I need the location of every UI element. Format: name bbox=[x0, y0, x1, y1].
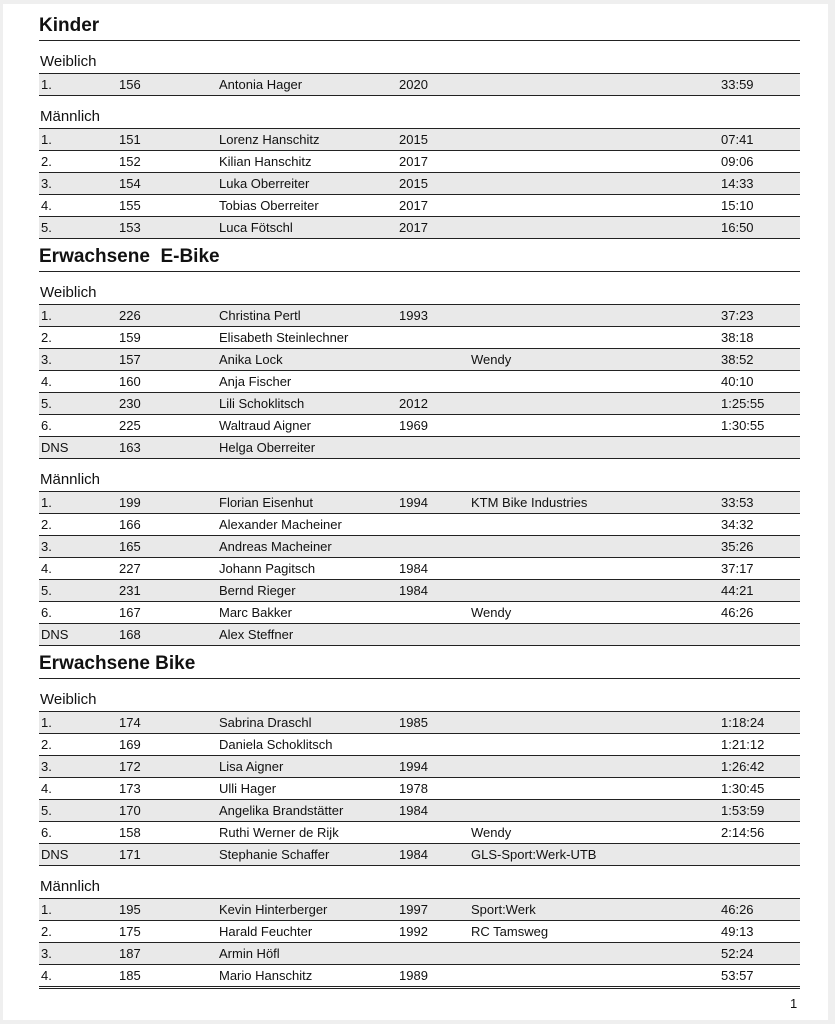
group-label: Weiblich bbox=[40, 691, 97, 708]
result-row bbox=[39, 711, 800, 733]
result-name: Lili Schoklitsch bbox=[219, 396, 305, 411]
result-bib: 156 bbox=[119, 77, 141, 92]
group-label: Weiblich bbox=[40, 284, 97, 301]
result-bib: 163 bbox=[119, 440, 141, 455]
result-rank: 4. bbox=[41, 561, 52, 576]
result-row bbox=[39, 799, 800, 821]
result-time: 37:17 bbox=[721, 561, 754, 576]
result-bib: 231 bbox=[119, 583, 141, 598]
result-rank: 3. bbox=[41, 539, 52, 554]
result-rank: 5. bbox=[41, 583, 52, 598]
result-row bbox=[39, 491, 800, 513]
result-bib: 159 bbox=[119, 330, 141, 345]
result-row bbox=[39, 942, 800, 964]
result-time: 46:26 bbox=[721, 605, 754, 620]
result-row bbox=[39, 579, 800, 601]
result-rank: 6. bbox=[41, 605, 52, 620]
result-name: Stephanie Schaffer bbox=[219, 847, 330, 862]
result-row bbox=[39, 623, 800, 646]
result-bib: 226 bbox=[119, 308, 141, 323]
result-club: RC Tamsweg bbox=[471, 924, 549, 939]
result-year: 2017 bbox=[399, 198, 428, 213]
result-bib: 169 bbox=[119, 737, 141, 752]
result-rank: 3. bbox=[41, 176, 52, 191]
result-year: 1969 bbox=[399, 418, 428, 433]
result-row bbox=[39, 821, 800, 843]
result-row bbox=[39, 304, 800, 326]
result-time: 14:33 bbox=[721, 176, 754, 191]
result-rank: 1. bbox=[41, 715, 52, 730]
result-bib: 166 bbox=[119, 517, 141, 532]
result-year: 2015 bbox=[399, 176, 428, 191]
result-bib: 171 bbox=[119, 847, 141, 862]
result-year: 1984 bbox=[399, 561, 428, 576]
result-rank: 1. bbox=[41, 77, 52, 92]
result-name: Tobias Oberreiter bbox=[219, 198, 319, 213]
result-name: Luka Oberreiter bbox=[219, 176, 310, 191]
result-time: 37:23 bbox=[721, 308, 754, 323]
result-name: Lorenz Hanschitz bbox=[219, 132, 320, 147]
result-bib: 195 bbox=[119, 902, 141, 917]
result-name: Armin Höfl bbox=[219, 946, 280, 961]
result-bib: 199 bbox=[119, 495, 141, 510]
result-bib: 158 bbox=[119, 825, 141, 840]
result-rank: 3. bbox=[41, 352, 52, 367]
end-rule bbox=[39, 988, 800, 989]
result-club: Wendy bbox=[471, 825, 512, 840]
result-name: Luca Fötschl bbox=[219, 220, 293, 235]
result-year: 2015 bbox=[399, 132, 428, 147]
result-row bbox=[39, 733, 800, 755]
result-time: 44:21 bbox=[721, 583, 754, 598]
result-row bbox=[39, 172, 800, 194]
result-row bbox=[39, 920, 800, 942]
result-row bbox=[39, 843, 800, 866]
result-name: Ruthi Werner de Rijk bbox=[219, 825, 339, 840]
result-row bbox=[39, 601, 800, 623]
result-rank: 2. bbox=[41, 737, 52, 752]
result-rank: 6. bbox=[41, 418, 52, 433]
result-name: Elisabeth Steinlechner bbox=[219, 330, 349, 345]
result-time: 1:30:45 bbox=[721, 781, 765, 796]
result-time: 33:53 bbox=[721, 495, 754, 510]
result-time: 1:18:24 bbox=[721, 715, 765, 730]
result-time: 16:50 bbox=[721, 220, 754, 235]
result-name: Lisa Aigner bbox=[219, 759, 284, 774]
result-time: 1:21:12 bbox=[721, 737, 765, 752]
result-name: Helga Oberreiter bbox=[219, 440, 316, 455]
result-row bbox=[39, 73, 800, 96]
result-row bbox=[39, 370, 800, 392]
result-name: Antonia Hager bbox=[219, 77, 303, 92]
results-page bbox=[3, 4, 828, 1020]
result-time: 1:25:55 bbox=[721, 396, 765, 411]
result-rank: 2. bbox=[41, 924, 52, 939]
result-bib: 155 bbox=[119, 198, 141, 213]
result-name: Anja Fischer bbox=[219, 374, 292, 389]
result-rank: 1. bbox=[41, 308, 52, 323]
result-bib: 157 bbox=[119, 352, 141, 367]
result-time: 52:24 bbox=[721, 946, 754, 961]
result-year: 1984 bbox=[399, 583, 428, 598]
result-year: 1978 bbox=[399, 781, 428, 796]
result-year: 1984 bbox=[399, 847, 428, 862]
result-time: 46:26 bbox=[721, 902, 754, 917]
result-club: GLS-Sport:Werk-UTB bbox=[471, 847, 597, 862]
result-club: Wendy bbox=[471, 352, 512, 367]
section-title: Erwachsene E-Bike bbox=[39, 243, 800, 272]
result-rank: 5. bbox=[41, 396, 52, 411]
result-row bbox=[39, 194, 800, 216]
result-row bbox=[39, 128, 800, 150]
result-bib: 172 bbox=[119, 759, 141, 774]
result-year: 1992 bbox=[399, 924, 428, 939]
result-bib: 151 bbox=[119, 132, 141, 147]
result-name: Johann Pagitsch bbox=[219, 561, 316, 576]
group-label: Männlich bbox=[40, 108, 101, 125]
result-bib: 230 bbox=[119, 396, 141, 411]
result-year: 2017 bbox=[399, 154, 428, 169]
result-bib: 173 bbox=[119, 781, 141, 796]
result-rank: 1. bbox=[41, 495, 52, 510]
result-row bbox=[39, 535, 800, 557]
group-label: Männlich bbox=[40, 878, 101, 895]
result-time: 09:06 bbox=[721, 154, 754, 169]
group-label: Männlich bbox=[40, 471, 101, 488]
result-time: 1:26:42 bbox=[721, 759, 765, 774]
result-row bbox=[39, 216, 800, 239]
result-bib: 170 bbox=[119, 803, 141, 818]
result-name: Daniela Schoklitsch bbox=[219, 737, 333, 752]
result-time: 35:26 bbox=[721, 539, 754, 554]
result-row bbox=[39, 436, 800, 459]
result-row bbox=[39, 150, 800, 172]
result-year: 2012 bbox=[399, 396, 428, 411]
result-year: 1997 bbox=[399, 902, 428, 917]
result-bib: 174 bbox=[119, 715, 141, 730]
result-rank: 5. bbox=[41, 803, 52, 818]
result-rank: DNS bbox=[41, 627, 69, 642]
result-year: 1994 bbox=[399, 495, 428, 510]
result-time: 2:14:56 bbox=[721, 825, 765, 840]
result-rank: 4. bbox=[41, 781, 52, 796]
result-rank: 1. bbox=[41, 132, 52, 147]
result-name: Sabrina Draschl bbox=[219, 715, 312, 730]
result-name: Bernd Rieger bbox=[219, 583, 296, 598]
result-rank: DNS bbox=[41, 847, 69, 862]
result-name: Alexander Macheiner bbox=[219, 517, 342, 532]
result-row bbox=[39, 513, 800, 535]
result-time: 40:10 bbox=[721, 374, 754, 389]
result-time: 1:30:55 bbox=[721, 418, 765, 433]
result-time: 07:41 bbox=[721, 132, 754, 147]
result-bib: 168 bbox=[119, 627, 141, 642]
result-time: 49:13 bbox=[721, 924, 754, 939]
result-rank: 2. bbox=[41, 154, 52, 169]
result-rank: 4. bbox=[41, 198, 52, 213]
result-name: Marc Bakker bbox=[219, 605, 292, 620]
result-rank: 4. bbox=[41, 968, 52, 983]
result-rank: 2. bbox=[41, 517, 52, 532]
result-bib: 167 bbox=[119, 605, 141, 620]
result-year: 1989 bbox=[399, 968, 428, 983]
result-row bbox=[39, 964, 800, 987]
result-rank: 3. bbox=[41, 759, 52, 774]
result-rank: DNS bbox=[41, 440, 69, 455]
result-time: 15:10 bbox=[721, 198, 754, 213]
result-rank: 2. bbox=[41, 330, 52, 345]
result-club: Wendy bbox=[471, 605, 512, 620]
result-row bbox=[39, 898, 800, 920]
result-time: 34:32 bbox=[721, 517, 754, 532]
result-time: 38:18 bbox=[721, 330, 754, 345]
result-name: Kilian Hanschitz bbox=[219, 154, 312, 169]
group-label: Weiblich bbox=[40, 53, 97, 70]
result-row bbox=[39, 392, 800, 414]
result-time: 1:53:59 bbox=[721, 803, 765, 818]
result-bib: 153 bbox=[119, 220, 141, 235]
section-title: Erwachsene Bike bbox=[39, 650, 800, 679]
result-name: Kevin Hinterberger bbox=[219, 902, 328, 917]
result-bib: 160 bbox=[119, 374, 141, 389]
result-bib: 165 bbox=[119, 539, 141, 554]
result-bib: 175 bbox=[119, 924, 141, 939]
result-name: Florian Eisenhut bbox=[219, 495, 313, 510]
result-rank: 6. bbox=[41, 825, 52, 840]
result-bib: 185 bbox=[119, 968, 141, 983]
result-club: KTM Bike Industries bbox=[471, 495, 588, 510]
result-bib: 225 bbox=[119, 418, 141, 433]
page-number: 1 bbox=[790, 996, 798, 1011]
result-name: Christina Pertl bbox=[219, 308, 301, 323]
result-bib: 187 bbox=[119, 946, 141, 961]
results-content bbox=[39, 12, 800, 987]
result-row bbox=[39, 755, 800, 777]
section-title: Kinder bbox=[39, 12, 800, 41]
result-year: 1994 bbox=[399, 759, 428, 774]
result-row bbox=[39, 414, 800, 436]
result-year: 2020 bbox=[399, 77, 428, 92]
result-bib: 227 bbox=[119, 561, 141, 576]
result-name: Angelika Brandstätter bbox=[219, 803, 344, 818]
result-row bbox=[39, 348, 800, 370]
result-name: Waltraud Aigner bbox=[219, 418, 312, 433]
result-year: 1984 bbox=[399, 803, 428, 818]
result-name: Andreas Macheiner bbox=[219, 539, 332, 554]
result-row bbox=[39, 777, 800, 799]
result-name: Mario Hanschitz bbox=[219, 968, 313, 983]
result-bib: 154 bbox=[119, 176, 141, 191]
result-year: 1985 bbox=[399, 715, 428, 730]
result-time: 33:59 bbox=[721, 77, 754, 92]
result-bib: 152 bbox=[119, 154, 141, 169]
result-name: Ulli Hager bbox=[219, 781, 277, 796]
result-name: Anika Lock bbox=[219, 352, 283, 367]
result-rank: 4. bbox=[41, 374, 52, 389]
result-rank: 1. bbox=[41, 902, 52, 917]
result-row bbox=[39, 557, 800, 579]
result-year: 1993 bbox=[399, 308, 428, 323]
result-row bbox=[39, 326, 800, 348]
result-club: Sport:Werk bbox=[471, 902, 536, 917]
result-time: 53:57 bbox=[721, 968, 754, 983]
result-year: 2017 bbox=[399, 220, 428, 235]
result-time: 38:52 bbox=[721, 352, 754, 367]
result-rank: 3. bbox=[41, 946, 52, 961]
result-rank: 5. bbox=[41, 220, 52, 235]
result-name: Harald Feuchter bbox=[219, 924, 313, 939]
result-name: Alex Steffner bbox=[219, 627, 294, 642]
